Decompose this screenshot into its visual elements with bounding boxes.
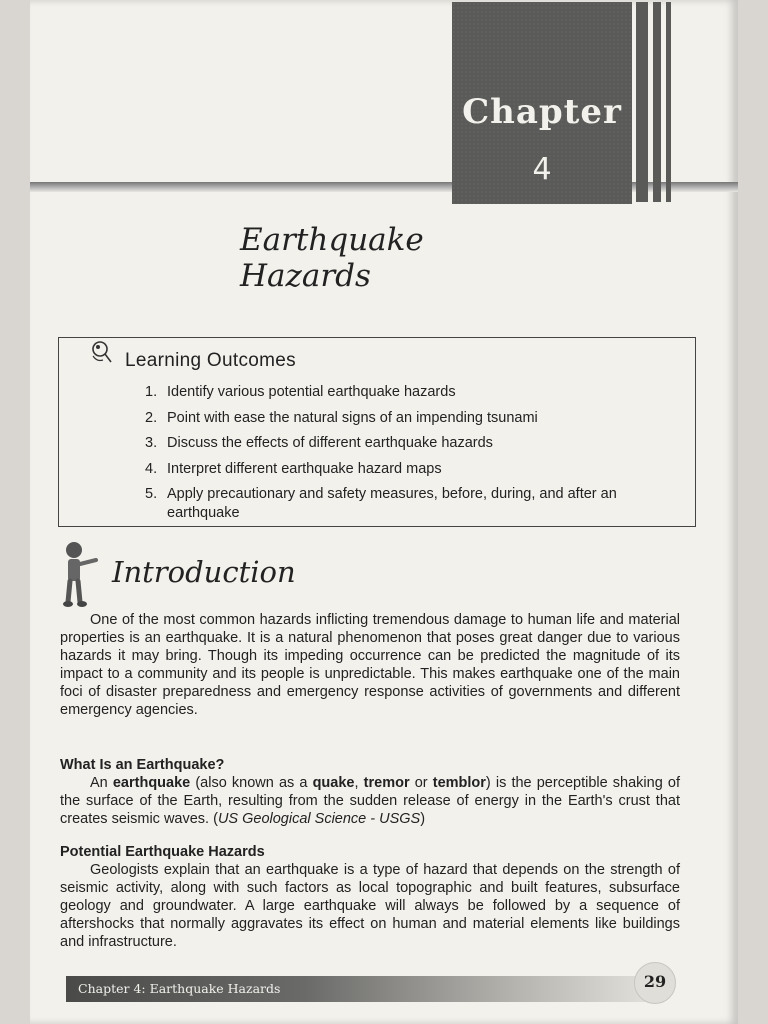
pushpin-icon — [91, 340, 113, 364]
learning-outcomes-list — [145, 380, 665, 526]
term-quake: quake — [312, 775, 355, 791]
text-run: or — [409, 775, 433, 791]
chapter-banner — [452, 2, 632, 204]
list-item — [145, 457, 665, 483]
potential-hazards-paragraph: Geologists explain that an earthquake is a type of hazard that depends on the strength of seismic activity, along with such factors as local topographic and built features, subsurface geology and groundwater. A large earthquake will always be followed by a sequence of aftershocks that normally aggravates its effect on human and material elements like buildings and infrastructure. — [60, 862, 680, 950]
potential-hazards-heading: Potential Earthquake Hazards — [60, 844, 265, 860]
item-number: 4. — [145, 460, 158, 477]
chapter-number: 4 — [532, 152, 552, 187]
list-item — [145, 380, 665, 406]
text-run: (also known as a — [190, 775, 313, 791]
term-temblor: temblor — [432, 775, 486, 791]
list-item — [145, 482, 665, 526]
text-run: ) is the perceptible shaking of the surface of the Earth, resulting from the sudden release of energy in the Earth's crust that creates seismic waves. ( — [60, 775, 680, 827]
introduction-paragraph: One of the most common hazards inflicting tremendous damage to human life and material properties is an earthquake. It is a natural phenomenon that poses great danger due to various hazards it may bring. Though its impeding occurrence can be predicted the magnitude of its impact to a community and its people is unpredictable. This makes earthquake one of the main foci of disaster preparedness and emergency response activities of governments and different emergency agencies. — [60, 612, 680, 718]
page-number-badge — [634, 962, 676, 1004]
item-number: 3. — [145, 435, 158, 451]
banner-stripe — [653, 2, 661, 202]
item-text: Point with ease the natural signs of an impending tsunami — [167, 409, 538, 426]
item-text: Discuss the effects of different earthquake hazards — [167, 435, 493, 451]
text-run: , — [354, 775, 364, 791]
text-run: ) — [420, 811, 426, 827]
list-item — [145, 431, 665, 457]
text-run: An — [90, 775, 113, 791]
book-page — [30, 0, 738, 1024]
footer-band — [66, 976, 662, 1002]
banner-stripe — [666, 2, 671, 202]
term-tremor: tremor — [363, 775, 410, 791]
chapter-word: Chapter — [462, 92, 622, 132]
item-text: Identify various potential earthquake hazards — [167, 384, 456, 400]
item-text: Interpret different earthquake hazard maps — [167, 460, 442, 477]
item-text: Apply precautionary and safety measures, before, during, and after an earthquake — [167, 486, 617, 521]
learning-outcomes-box — [58, 337, 696, 527]
footer-chapter-label: Chapter 4: Earthquake Hazards — [78, 981, 281, 996]
learning-outcomes-heading: Learning Outcomes — [125, 350, 296, 371]
list-item — [145, 406, 665, 432]
item-number: 1. — [145, 384, 158, 400]
term-earthquake: earthquake — [112, 775, 191, 791]
introduction-heading: Introduction — [112, 555, 296, 589]
what-is-paragraph — [60, 774, 680, 828]
chapter-title: Earthquake Hazards — [240, 222, 424, 294]
item-number: 5. — [145, 486, 158, 502]
banner-stripe — [636, 2, 648, 202]
item-number: 2. — [145, 409, 158, 426]
what-is-heading: What Is an Earthquake? — [60, 757, 225, 773]
page-number: 29 — [643, 972, 667, 991]
pointing-figure-icon — [60, 540, 100, 610]
source-citation: US Geological Science - USGS — [217, 811, 421, 827]
